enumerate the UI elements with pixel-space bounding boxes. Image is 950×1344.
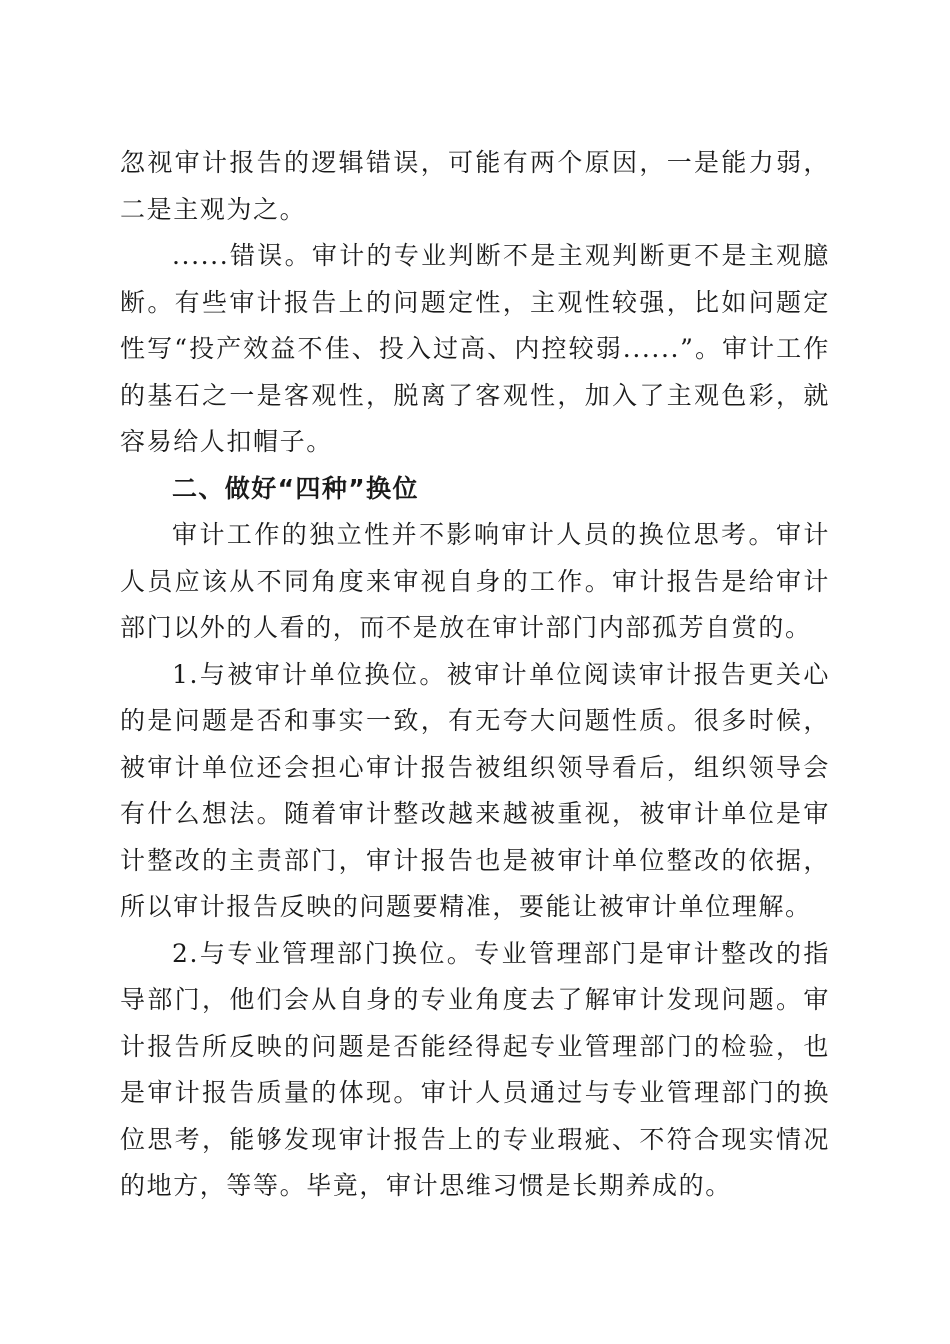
paragraph-subjectivity: ......错误。审计的专业判断不是主观判断更不是主观臆断。有些审计报告上的问题定性，主观性较强，比如问题定性写“投产效益不佳、投入过高、内控较弱......”。审计工作的基石之一是客观性，脱离了客观性，加入了主观色彩，就容易给人扣帽子。	[120, 241, 830, 456]
paragraph-swap-audited-unit: 1.与被审计单位换位。被审计单位阅读审计报告更关心的是问题是否和事实一致，有无夸大问题性质。很多时候，被审计单位还会担心审计报告被组织领导看后，组织领导会有什么想法。随着审计整改越来越被重视，被审计单位是审计整改的主责部门，审计报告也是被审计单位整改的依据，所以审计报告反映的问题要精准，要能让被审计单位理解。	[120, 659, 830, 921]
document-body	[120, 140, 830, 1210]
paragraph-independence: 审计工作的独立性并不影响审计人员的换位思考。审计人员应该从不同角度来审视自身的工作。审计报告是给审计部门以外的人看的，而不是放在审计部门内部孤芳自赏的。	[120, 520, 830, 642]
section-heading-four-swaps: 二、做好“四种”换位	[172, 473, 419, 503]
paragraph-logic-errors: 忽视审计报告的逻辑错误，可能有两个原因，一是能力弱，二是主观为之。	[120, 148, 830, 224]
paragraph-swap-management-dept: 2.与专业管理部门换位。专业管理部门是审计整改的指导部门，他们会从自身的专业角度去了解审计发现问题。审计报告所反映的问题是否能经得起专业管理部门的检验，也是审计报告质量的体现。审计人员通过与专业管理部门的换位思考，能够发现审计报告上的专业瑕疵、不符合现实情况的地方，等等。毕竟，审计思维习惯是长期养成的。	[120, 938, 830, 1200]
